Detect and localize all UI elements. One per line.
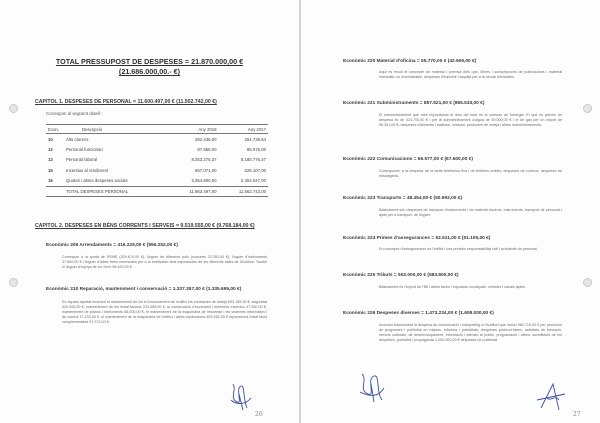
signature-icon (356, 368, 388, 406)
row-value-2018: 657.071,00 (195, 167, 217, 173)
table-row (46, 176, 268, 187)
row-description: Incentius al rendiment (66, 167, 109, 173)
table-row (46, 134, 268, 145)
econ-225-text: Bàsicament és l'import de l'IBI i altres taxes i impostos municipals, vehicles i canals aptes. (379, 285, 526, 289)
row-value-2018: 2.354.800,00 (191, 178, 217, 184)
punch-hole (583, 104, 592, 113)
page-left (0, 0, 299, 423)
econ-223-text: Bàsicament són despeses de transport d'instruments i de material escènic, instruments, transport de personal i ajuts per a transport, de lloguer. (379, 208, 562, 218)
econ-224-heading: Econòmic 224 Primes d'assegurances = 52.511,00 € (51.105,00 €) (343, 236, 491, 241)
row-code: 12 (48, 147, 53, 153)
row-value-2017: 85.576,00 (246, 147, 266, 153)
econ-206-heading: Econòmic 206 Arrendaments = 416.229,00 € (556.252,00 €) (46, 243, 178, 248)
table-total-row (46, 186, 268, 196)
econ-210-heading: Econòmic 210 Reparació, manteniment i conservació = 1.337.357,00 € (1.335.695,00 €) (46, 287, 242, 292)
row-code: 10 (48, 136, 53, 142)
row-value-2017: 625.107,00 (244, 167, 266, 173)
row-code: 15 (48, 167, 53, 173)
total-label: TOTAL DESPESES PERSONAL (64, 186, 169, 196)
row-value-2017: 264.738,54 (244, 136, 266, 142)
title-line-1: TOTAL PRESSUPOST DE DESPESES = 21.870.000,00 € (55, 57, 244, 66)
row-description: Quotes i altres despeses socials (66, 178, 128, 184)
econ-221-text: El subministrament que més importància té dins del total és el consum de l'energia. El que es preveu de despesa és de 424.700,00 € i per al subministrament d'aigua de 59.000,00 € i el de gas per un import de 58.351,00 €; despeses d'aliments i material, vestuari, productes de neteja i altres subministraments. (379, 113, 562, 128)
econ-210-text: En aquest apartat inclouen el manteniment de tot el funcionament de l'edifici els contractes de neteja 653.189,00 €, seguretat 420.000,00 €, manteniment de les instal·lacions 224.458,00 €, la conservació d'escenaris i elements escènics 47.500,00 €, manteniment de pianos i instruments 68.000,00 €, el manteniment de la maquinària de l'escenari i els sistemes informàtics i de control 17.233,00 €, el manteniment de la maquinària de l'edifici i altres reparacions 453.482,00 € reparacions instal·lació complementària 97.372,00 €. (62, 300, 267, 325)
title-line-2: (21.686.000,00.- €) (118, 67, 181, 76)
col-header-2018: Any 2018 (169, 125, 218, 134)
signature-icon (533, 380, 569, 414)
row-code: 16 (48, 178, 53, 184)
total-value-2018: 11.663.497,00 (169, 186, 218, 196)
document-title (0, 57, 299, 77)
page-number: 26 (255, 411, 263, 418)
row-value-2017: 2.404.547,00 (240, 178, 266, 184)
row-value-2017: 8.180.776,47 (240, 157, 266, 163)
col-header-2017: Any 2017 (219, 125, 268, 134)
table-row (46, 144, 268, 154)
page-number: 27 (573, 411, 581, 418)
col-header-description: Descripció (64, 125, 169, 134)
econ-226-text: Inclouen bàsicament la despesa de comunicació i màrqueting a l'Auditori que inclou 982.719,00 € per promoció de programes i publicitat en mitjans, edicions i publicitats, despeses protocol·làries, activitats de formació, serveis culturals, de desenvolupament, informació i atenció al públic, programació i altres, acreditació de les despeses, publicitat i propaganda 1.200.000,00 € despeses de publicitat. (379, 323, 562, 343)
total-value-2017: 11.562.742,00 (219, 186, 268, 196)
punch-hole (583, 278, 592, 287)
econ-220-heading: Econòmic 220 Material d'oficina = 55.770,00 € (42.509,00 €) (343, 59, 477, 64)
econ-221-heading: Econòmic 221 Subministraments = 857.521,00 € (855.533,00 €) (343, 101, 485, 106)
econ-223-heading: Econòmic 223 Transports = 48.454,00 € (50.992,00 €) (343, 196, 463, 201)
page-right (301, 0, 600, 423)
row-value-2018: 87.855,00 (197, 147, 217, 153)
punch-hole (9, 104, 18, 113)
row-value-2018: 282.436,00 (195, 136, 217, 142)
punch-hole (9, 278, 18, 287)
econ-206-text: Correspon a la quota de RSME (200.674,00 €), lloguer de diferents pols (concerts 22.392,00 €), lloguer d'instruments 37.600,00 € i lloguer d'altres béns necessaris per a la realització dels espectacles de les diferents sales de l'Auditori. També el lloguer d'equips de so i llum 98.463,00 €. (62, 255, 267, 270)
row-description: Personal laboral (66, 157, 98, 163)
signature-icon (225, 380, 255, 414)
row-description: Alts càrrecs (66, 136, 89, 142)
row-description: Personal funcionari (66, 147, 103, 153)
econ-224-text: En concepte d'assegurances de l'edifici i una previsió responsabilitat civil i accidents de personal. (379, 247, 538, 251)
row-value-2018: 8.253.275,37 (191, 157, 217, 163)
chapter-1-heading: CAPITOL 1. DESPESES DE PERSONAL = 11.600.497,00 € (11.502.742,00 €) (35, 99, 217, 105)
econ-225-heading: Econòmic 225 Tributs = 502.000,00 € (583.600,00 €) (343, 273, 459, 278)
row-code: 13 (48, 157, 53, 163)
econ-222-text: Corresponen a la despesa de la tarifa telefònica fixa i de telèfons mòbils, despeses de correus, despeses de missatgeria. (379, 169, 562, 179)
table-header-row (46, 125, 268, 134)
personnel-budget-table (46, 124, 268, 197)
chapter-2-heading: CAPITOL 2. DESPESES EN BÉNS CORRENTS I SERVEIS = 9.519.555,00 € (9.768.184,00 €) (35, 223, 255, 229)
econ-222-heading: Econòmic 222 Comunicacions = 66.577,00 € (67.600,00 €) (343, 157, 473, 162)
econ-220-text: Aquí es recull el concepte de material i premsa dels que, llibres i subscripcions de publicacions i material informàtic no inventariable, despeses d'imprimir i taquilla per a la venda d'entrades. (379, 70, 562, 80)
col-header-econ: Econ. (46, 125, 64, 134)
table-row (46, 155, 268, 165)
table-row (46, 165, 268, 175)
econ-226-heading: Econòmic 226 Despeses diverses = 1.473.234,00 € (1.608.000,00 €) (343, 311, 494, 316)
chapter-1-subtitle: Correspon al següent detall : (46, 111, 103, 116)
